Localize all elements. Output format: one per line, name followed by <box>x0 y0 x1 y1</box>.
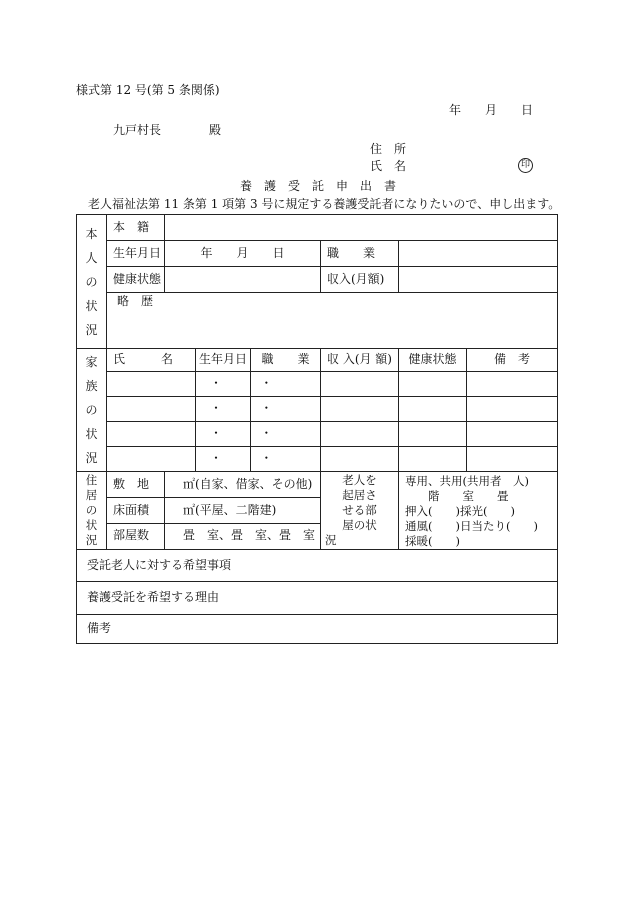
family-header-income: 収 入(月 額) <box>321 349 399 372</box>
elder-room-field[interactable]: 専用、共用(共用者 人) 階 室 畳 押入( )採光( ) 通風( )日当たり( ) 採暖( ) <box>399 472 558 550</box>
family-birth-field[interactable]: ・ ・ <box>196 422 251 447</box>
elder-room-label: 老人を 起居さ せる部 屋の状 況 <box>321 472 399 550</box>
health-label: 健康状態 <box>107 267 165 293</box>
domicile-label: 本 籍 <box>107 215 165 241</box>
history-label: 略 歴 <box>117 294 154 308</box>
self-section-label: 本 人 の 状 況 <box>77 215 107 349</box>
family-section-label: 家 族 の 状 況 <box>77 349 107 472</box>
rooms-field[interactable]: 畳 室、畳 室、畳 室 <box>165 523 321 549</box>
family-income-field[interactable] <box>321 447 399 472</box>
document-title: 養 護 受 託 申 出 書 <box>240 179 397 193</box>
form-number: 様式第 12 号(第 5 条関係) <box>76 83 220 97</box>
family-header-birth: 生年月日 <box>196 349 251 372</box>
housing-section-label: 住 居 の 状 況 <box>77 472 107 550</box>
name-label: 氏 名 <box>370 159 407 173</box>
family-health-field[interactable] <box>399 422 467 447</box>
family-income-field[interactable] <box>321 422 399 447</box>
family-row <box>77 447 558 472</box>
family-birth-field[interactable]: ・ ・ <box>196 397 251 422</box>
history-field[interactable] <box>107 293 558 349</box>
family-health-field[interactable] <box>399 447 467 472</box>
family-header-name: 氏 名 <box>107 349 196 372</box>
family-remarks-field[interactable] <box>467 397 558 422</box>
family-remarks-field[interactable] <box>467 372 558 397</box>
family-header-health: 健康状態 <box>399 349 467 372</box>
occupation-field[interactable] <box>399 241 558 267</box>
family-name-field[interactable] <box>107 372 196 397</box>
address-label: 住 所 <box>370 142 407 156</box>
family-income-field[interactable] <box>321 397 399 422</box>
addressee: 九戸村長 殿 <box>113 123 222 137</box>
family-row <box>77 372 558 397</box>
site-label: 敷 地 <box>107 472 165 498</box>
family-birth-field[interactable]: ・ ・ <box>196 372 251 397</box>
application-form-table <box>76 214 558 644</box>
family-name-field[interactable] <box>107 397 196 422</box>
floor-label: 床面積 <box>107 498 165 523</box>
floor-field[interactable]: ㎡(平屋、二階建) <box>165 498 321 523</box>
family-row <box>77 397 558 422</box>
family-row <box>77 422 558 447</box>
domicile-field[interactable] <box>165 215 558 241</box>
reason-field[interactable]: 養護受託を希望する理由 <box>77 582 558 615</box>
family-health-field[interactable] <box>399 372 467 397</box>
health-field[interactable] <box>165 267 321 293</box>
family-remarks-field[interactable] <box>467 422 558 447</box>
family-name-field[interactable] <box>107 422 196 447</box>
income-label: 収入(月額) <box>321 267 399 293</box>
family-remarks-field[interactable] <box>467 447 558 472</box>
family-income-field[interactable] <box>321 372 399 397</box>
date-line: 年 月 日 <box>449 103 534 117</box>
family-health-field[interactable] <box>399 397 467 422</box>
rooms-label: 部屋数 <box>107 523 165 549</box>
birth-field[interactable]: 年 月 日 <box>165 241 321 267</box>
wishes-field[interactable]: 受託老人に対する希望事項 <box>77 550 558 582</box>
birth-label: 生年月日 <box>107 241 165 267</box>
family-header-remarks: 備 考 <box>467 349 558 372</box>
statement-text: 老人福祉法第 11 条第 1 項第 3 号に規定する養護受託者になりたいので、申し出ます。 <box>88 197 561 211</box>
family-header-occupation: 職 業 <box>251 349 321 372</box>
occupation-label: 職 業 <box>321 241 399 267</box>
family-name-field[interactable] <box>107 447 196 472</box>
family-birth-field[interactable]: ・ ・ <box>196 447 251 472</box>
remarks-field[interactable]: 備考 <box>77 615 558 644</box>
income-field[interactable] <box>399 267 558 293</box>
seal-mark: 印 <box>518 158 533 173</box>
site-field[interactable]: ㎡(自家、借家、その他) <box>165 472 321 498</box>
